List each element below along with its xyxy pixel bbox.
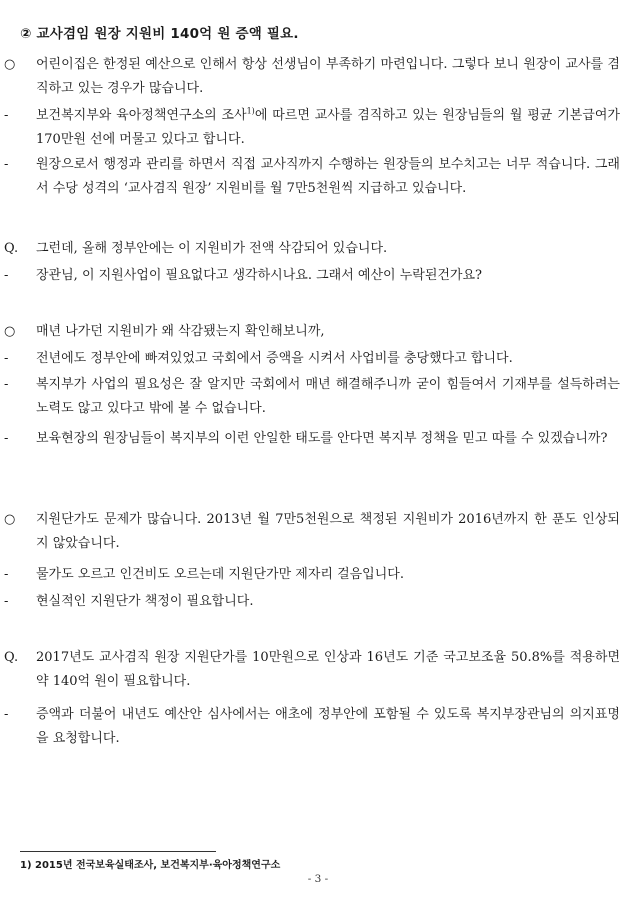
- footnote-reference: 1): [246, 106, 255, 116]
- page-number: - 3 -: [307, 873, 329, 885]
- section-heading: ② 교사겸임 원장 지원비 140억 원 증액 필요.: [20, 26, 299, 42]
- circle-marker: ○: [4, 324, 16, 339]
- footnote: 1) 2015년 전국보육실태조사, 보건복지부·육아정책연구소: [20, 860, 281, 871]
- bullet-text: 장관님, 이 지원사업이 필요없다고 생각하시나요. 그래서 예산이 누락된건가요?: [36, 268, 483, 283]
- paragraph-text: 지원단가도 문제가 많습니다. 2013년 월 7만5천원으로 책정된 지원비가 2016년까지 한 푼도 인상되지 않았습니다.: [36, 512, 620, 551]
- question-2: [4, 646, 620, 694]
- dash-marker: -: [4, 351, 9, 366]
- bullet-text: 증액과 더불어 내년도 예산안 심사에서는 애초에 정부안에 포함될 수 있도록 복지부장관님의 의지표명을 요청합니다.: [36, 707, 620, 746]
- paragraph-text: 매년 나가던 지원비가 왜 삭감됐는지 확인해보니까,: [36, 324, 325, 339]
- question-text: 그런데, 올해 정부안에는 이 지원비가 전액 삭감되어 있습니다.: [36, 241, 388, 256]
- bullet-text: 복지부가 사업의 필요성은 잘 알지만 국회에서 매년 해결해주니까 굳이 힘들여서 기재부를 설득하려는 노력도 않고 있다고 밖에 볼 수 없습니다.: [36, 377, 620, 416]
- dash-marker: -: [4, 594, 9, 609]
- footnote-divider: [20, 851, 216, 852]
- bullet-item-3: [4, 153, 620, 201]
- circle-marker: ○: [4, 57, 16, 72]
- circle-marker: ○: [4, 512, 16, 527]
- dash-marker: -: [4, 377, 9, 392]
- bullet-text-post: 에 따르면 교사를 겸직하고 있는 원장님들의 월 평균 기본급여가 170만원 선에 머물고 있다고 합니다.: [36, 108, 620, 147]
- question-marker: Q.: [4, 650, 19, 665]
- bullet-item-2: [4, 104, 620, 152]
- dash-marker: -: [4, 567, 9, 582]
- bullet-item-14: [4, 703, 620, 751]
- dash-marker: -: [4, 108, 9, 123]
- dash-marker: -: [4, 707, 9, 722]
- dash-marker: -: [4, 431, 9, 446]
- bullet-text-pre: 보건복지부와 육아정책연구소의 조사: [36, 108, 247, 123]
- bullet-item-7: [4, 347, 620, 371]
- bullet-text: 물가도 오르고 인건비도 오르는데 지원단가만 제자리 걸음입니다.: [36, 567, 404, 582]
- bullet-text: 보육현장의 원장님들이 복지부의 이런 안일한 태도를 안다면 복지부 정책을 믿고 따를 수 있겠습니까?: [36, 431, 608, 446]
- paragraph-6: [4, 320, 620, 344]
- bullet-item-5: [4, 264, 620, 288]
- question-1: [4, 237, 620, 261]
- dash-marker: -: [4, 268, 9, 283]
- bullet-item-12: [4, 590, 620, 614]
- bullet-item-8: [4, 373, 620, 421]
- paragraph-text: 어린이집은 한정된 예산으로 인해서 항상 선생님이 부족하기 마련입니다. 그렇다 보니 원장이 교사를 겸직하고 있는 경우가 많습니다.: [36, 57, 620, 96]
- dash-marker: -: [4, 157, 9, 172]
- question-marker: Q.: [4, 241, 19, 256]
- question-text: 2017년도 교사겸직 원장 지원단가를 10만원으로 인상과 16년도 기준 국고보조율 50.8%를 적용하면 약 140억 원이 필요합니다.: [36, 650, 620, 689]
- bullet-item-9: [4, 427, 620, 451]
- bullet-item-11: [4, 563, 620, 587]
- bullet-text: 현실적인 지원단가 책정이 필요합니다.: [36, 594, 254, 609]
- paragraph-10: [4, 508, 620, 556]
- bullet-text: 전년에도 정부안에 빠져있었고 국회에서 증액을 시켜서 사업비를 충당했다고 합니다.: [36, 351, 513, 366]
- bullet-text: 원장으로서 행정과 관리를 하면서 직접 교사직까지 수행하는 원장들의 보수치고는 너무 적습니다. 그래서 수당 성격의 ‘교사겸직 원장’ 지원비를 월 7만5천원씩 지급하고 있습니다.: [36, 157, 620, 196]
- paragraph-1: [4, 53, 620, 101]
